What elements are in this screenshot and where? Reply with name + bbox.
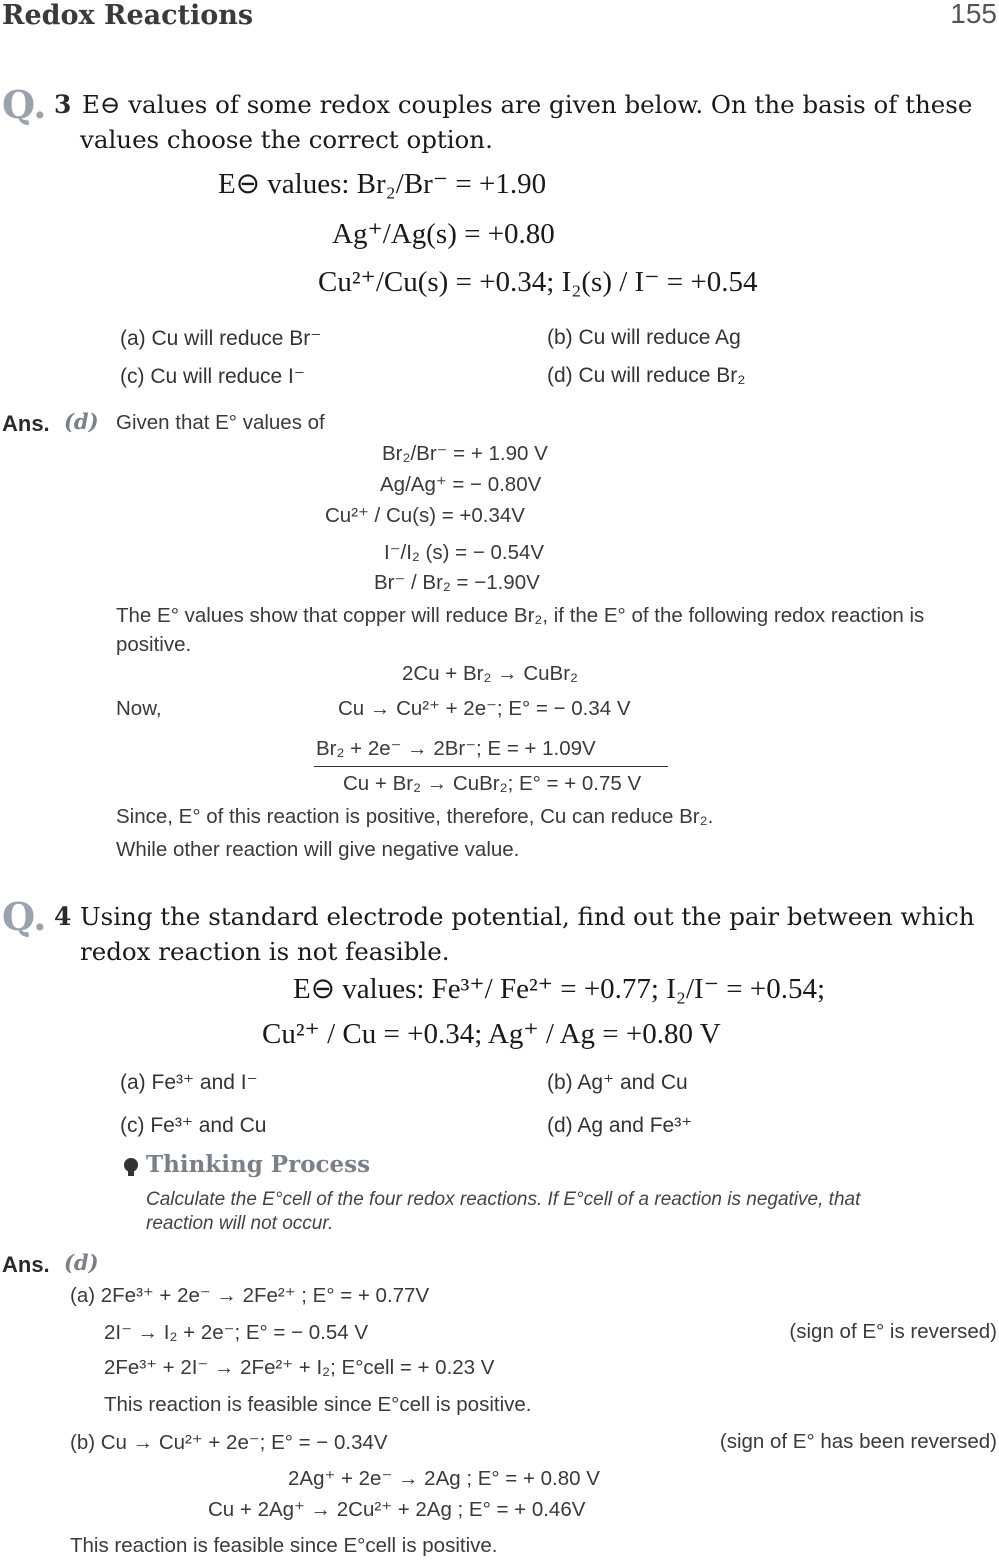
q4-a-line4: This reaction is feasible since E°cell is positive. <box>104 1393 532 1416</box>
q4-option-a: (a) Fe³⁺ and I⁻ <box>120 1071 258 1094</box>
question-text-q3-line2: values choose the correct option. <box>80 125 493 154</box>
q3-value-2: Ag/Ag⁺ = − 0.80V <box>380 473 542 496</box>
q3-option-b: (b) Cu will reduce Ag <box>547 326 741 349</box>
thinking-process-line1: Calculate the E°cell of the four redox reactions. If E°cell of a reaction is negative, that <box>146 1189 861 1210</box>
q3-value-3: Cu²⁺ / Cu(s) = +0.34V <box>325 504 525 527</box>
q3-option-a: (a) Cu will reduce Br⁻ <box>120 327 322 350</box>
q4-b-line4: This reaction is feasible since E°cell is positive. <box>70 1534 498 1557</box>
q3-paragraph-1b: positive. <box>116 633 192 656</box>
answer-label-q4: Ans. <box>2 1252 50 1277</box>
q3-while: While other reaction will give negative value. <box>116 838 520 861</box>
q3-option-c: (c) Cu will reduce I⁻ <box>120 365 305 388</box>
q3-reaction-0: 2Cu + Br₂ → CuBr₂ <box>402 662 578 685</box>
q4-b-line3: Cu + 2Ag⁺ → 2Cu²⁺ + 2Ag ; E° = + 0.46V <box>208 1498 586 1521</box>
sum-rule <box>314 766 668 767</box>
thinking-process-title: Thinking Process <box>146 1151 371 1178</box>
q3-value-1: Br₂/Br⁻ = + 1.90 V <box>382 442 548 465</box>
q3-paragraph-1: The E° values show that copper will reduce Br₂, if the E° of the following redox reaction is <box>116 604 925 627</box>
q4-option-c: (c) Fe³⁺ and Cu <box>120 1114 267 1137</box>
question-number-q3: 3 <box>54 90 72 119</box>
q3-equation-3: Cu²⁺/Cu(s) = +0.34; I₂(s) / I⁻ = +0.54 <box>318 266 758 298</box>
q3-now-label: Now, <box>116 697 162 720</box>
q3-answer-intro: Given that E° values of <box>116 411 325 434</box>
q4-equation-1: E⊖ values: Fe³⁺/ Fe²⁺ = +0.77; I₂/I⁻ = +0.54; <box>293 973 826 1005</box>
q4-a-note: (sign of E° is reversed) <box>789 1320 997 1343</box>
q3-value-5: Br⁻ / Br₂ = −1.90V <box>374 571 540 594</box>
q4-option-d: (d) Ag and Fe³⁺ <box>547 1114 693 1137</box>
question-text-q4-line1: Using the standard electrode potential, find out the pair between which <box>80 902 975 931</box>
page-number: 155 <box>950 0 997 29</box>
q4-b-line2: 2Ag⁺ + 2e⁻ → 2Ag ; E° = + 0.80 V <box>288 1467 600 1490</box>
question-text-q3-line1: E⊖ values of some redox couples are given below. On the basis of these <box>82 90 973 119</box>
question-text-q4-line2: redox reaction is not feasible. <box>80 937 450 966</box>
q3-reaction-2: Br₂ + 2e⁻ → 2Br⁻; E = + 1.09V <box>316 737 596 760</box>
q3-reaction-3: Cu + Br₂ → CuBr₂; E° = + 0.75 V <box>343 772 642 795</box>
question-mark-q3: Q. <box>2 82 47 127</box>
q4-a-line3: 2Fe³⁺ + 2I⁻ → 2Fe²⁺ + I₂; E°cell = + 0.23 V <box>104 1356 495 1379</box>
q4-b-line1: (b) Cu → Cu²⁺ + 2e⁻; E° = − 0.34V <box>70 1431 388 1454</box>
question-number-q4: 4 <box>54 902 72 931</box>
answer-label-q3: Ans. <box>2 411 50 436</box>
q4-option-b: (b) Ag⁺ and Cu <box>547 1071 688 1094</box>
q4-a-line2: 2I⁻ → I₂ + 2e⁻; E° = − 0.54 V <box>104 1321 369 1344</box>
q3-value-4: I⁻/I₂ (s) = − 0.54V <box>384 541 545 564</box>
q3-option-d: (d) Cu will reduce Br₂ <box>547 364 746 387</box>
q4-a-line1: (a) 2Fe³⁺ + 2e⁻ → 2Fe²⁺ ; E° = + 0.77V <box>70 1284 430 1307</box>
answer-letter-q4: (d) <box>64 1250 99 1275</box>
lightbulb-icon <box>124 1158 138 1177</box>
q3-reaction-1: Cu → Cu²⁺ + 2e⁻; E° = − 0.34 V <box>338 697 631 720</box>
chapter-title: Redox Reactions <box>2 0 254 31</box>
q3-equation-2: Ag⁺/Ag(s) = +0.80 <box>332 218 555 250</box>
answer-letter-q3: (d) <box>64 409 99 434</box>
question-mark-q4: Q. <box>2 894 47 939</box>
q4-b-note: (sign of E° has been reversed) <box>719 1430 997 1453</box>
q3-since: Since, E° of this reaction is positive, therefore, Cu can reduce Br₂. <box>116 805 714 828</box>
thinking-process-line2: reaction will not occur. <box>146 1213 334 1234</box>
q4-equation-2: Cu²⁺ / Cu = +0.34; Ag⁺ / Ag = +0.80 V <box>262 1018 721 1050</box>
q3-equation-1: E⊖ values: Br₂/Br⁻ = +1.90 <box>218 168 547 200</box>
